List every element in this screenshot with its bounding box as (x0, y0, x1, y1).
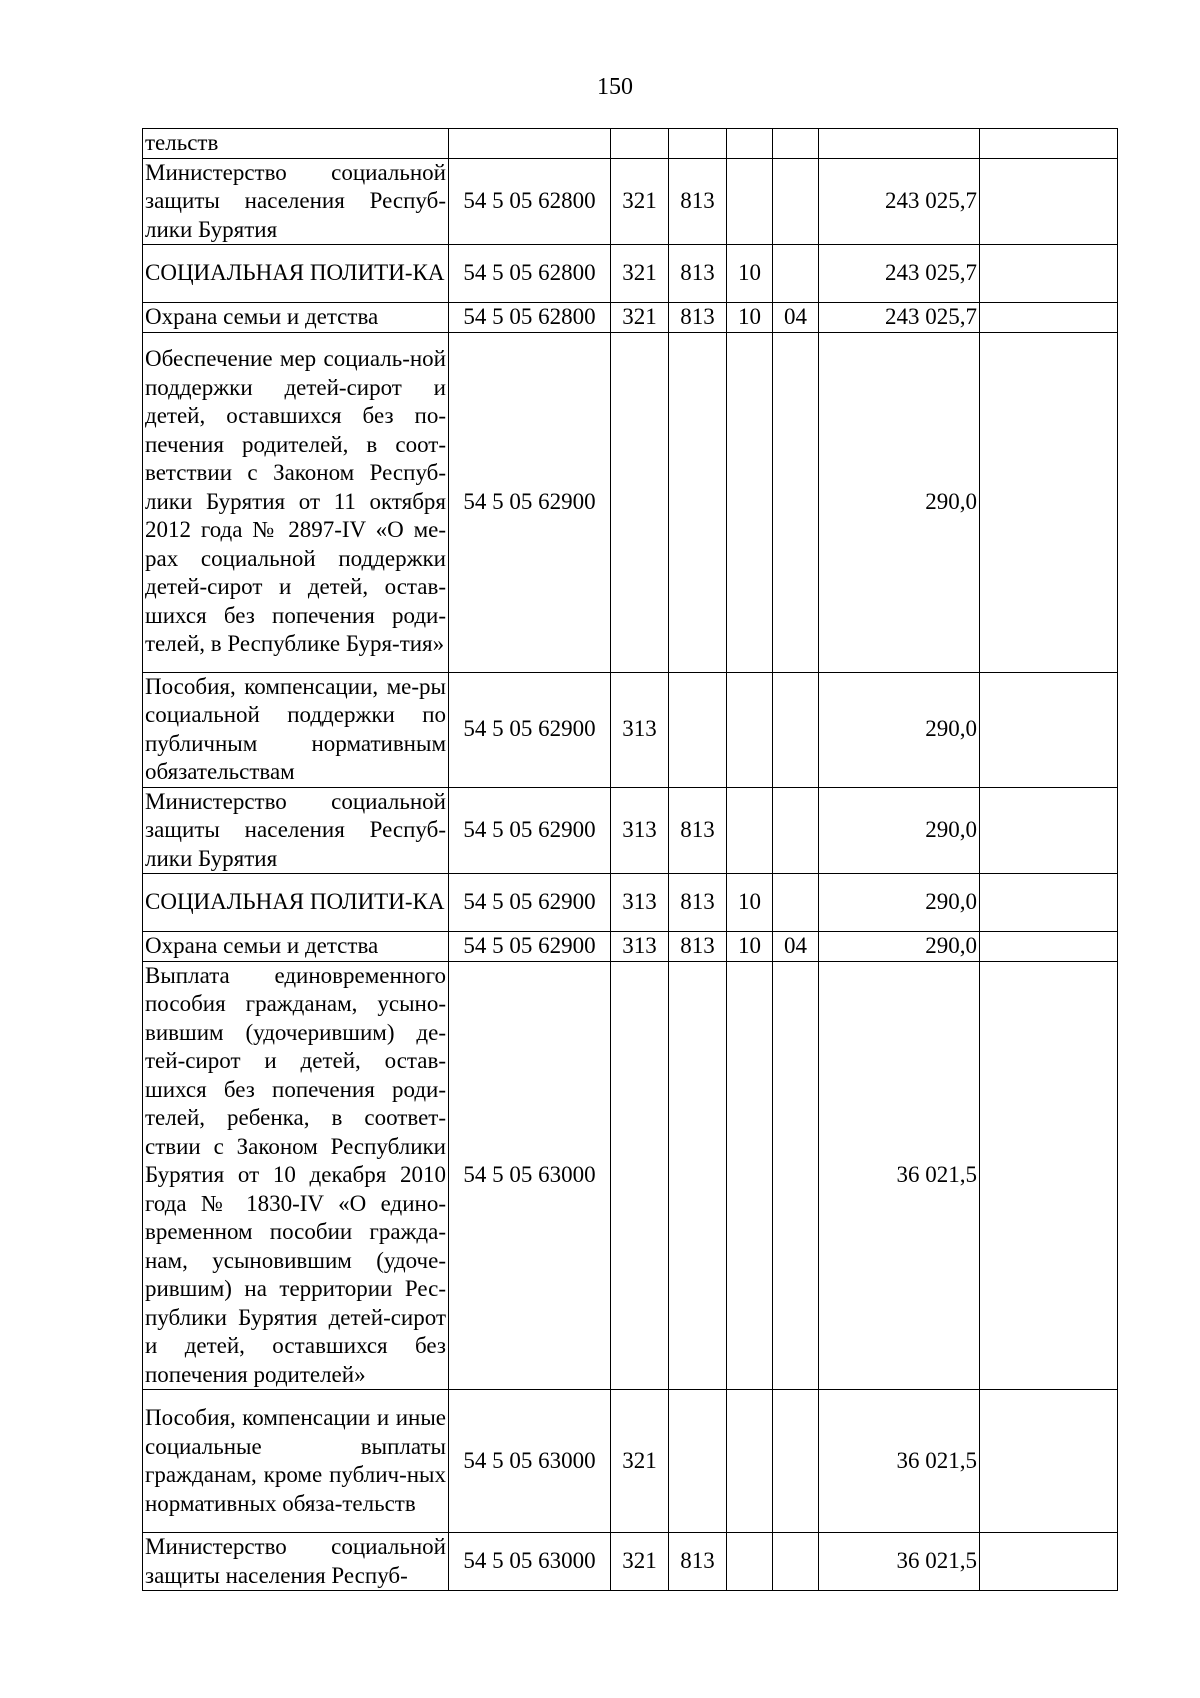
table-row (143, 245, 1118, 303)
amount-cell: 36 021,5 (819, 1533, 980, 1591)
row-name-cell: Обеспечение мер социаль-ной поддержки детей-сирот и детей, оставшихся без по-печения родителей, в соот-ветствии с Законом Респуб-лики Бурятия от 11 октября 2012 года № 2897-IV «О ме-рах социальной поддержки детей-сирот и детей, остав-шихся без попечения роди-телей, в Республике Буря-тия» (143, 332, 449, 672)
expense-type-cell: 313 (611, 787, 669, 874)
expense-type-cell (611, 961, 669, 1390)
target-code-cell: 54 5 05 63000 (449, 1390, 611, 1533)
expense-type-cell: 321 (611, 158, 669, 245)
extra-cell (980, 932, 1118, 962)
section-cell (727, 129, 773, 159)
subsection-cell (773, 158, 819, 245)
expense-type-cell: 313 (611, 672, 669, 787)
target-code-cell (449, 129, 611, 159)
subsection-cell (773, 129, 819, 159)
administrator-code-cell (669, 129, 727, 159)
table-row (143, 158, 1118, 245)
amount-cell (819, 129, 980, 159)
subsection-cell: 04 (773, 932, 819, 962)
section-cell (727, 332, 773, 672)
administrator-code-cell (669, 961, 727, 1390)
row-name-cell: СОЦИАЛЬНАЯ ПОЛИТИ-КА (143, 874, 449, 932)
section-cell (727, 961, 773, 1390)
extra-cell (980, 672, 1118, 787)
administrator-code-cell: 813 (669, 787, 727, 874)
target-code-cell: 54 5 05 62800 (449, 303, 611, 333)
table-row (143, 1390, 1118, 1533)
table-body (143, 129, 1118, 1591)
extra-cell (980, 787, 1118, 874)
amount-cell: 243 025,7 (819, 303, 980, 333)
amount-cell: 290,0 (819, 874, 980, 932)
extra-cell (980, 1390, 1118, 1533)
amount-cell: 36 021,5 (819, 961, 980, 1390)
extra-cell (980, 245, 1118, 303)
row-name-cell: Пособия, компенсации, ме-ры социальной поддержки по публичным нормативным обязательствам (143, 672, 449, 787)
extra-cell (980, 158, 1118, 245)
administrator-code-cell: 813 (669, 303, 727, 333)
target-code-cell: 54 5 05 62800 (449, 158, 611, 245)
administrator-code-cell (669, 332, 727, 672)
table-row (143, 332, 1118, 672)
row-name-cell: Охрана семьи и детства (143, 303, 449, 333)
section-cell (727, 672, 773, 787)
administrator-code-cell (669, 672, 727, 787)
table-row (143, 672, 1118, 787)
subsection-cell (773, 245, 819, 303)
expense-type-cell: 321 (611, 245, 669, 303)
expense-type-cell: 321 (611, 303, 669, 333)
section-cell (727, 1390, 773, 1533)
target-code-cell: 54 5 05 63000 (449, 961, 611, 1390)
section-cell (727, 158, 773, 245)
table-row (143, 787, 1118, 874)
amount-cell: 243 025,7 (819, 158, 980, 245)
table-row (143, 1533, 1118, 1591)
row-name-cell: Выплата единовременного пособия гражданам, усыно-вившим (удочерившим) де-тей-сирот и детей, остав-шихся без попечения роди-телей, ребенка, в соответ-ствии с Законом Республики Бурятия от 10 декабря 2010 года № 1830-IV «О едино-временном пособии гражда-нам, усыновившим (удоче-рившим) на территории Рес-публики Бурятия детей-сирот и детей, оставшихся без попечения родителей» (143, 961, 449, 1390)
target-code-cell: 54 5 05 62900 (449, 672, 611, 787)
table-row (143, 303, 1118, 333)
extra-cell (980, 874, 1118, 932)
amount-cell: 290,0 (819, 932, 980, 962)
row-name-cell: СОЦИАЛЬНАЯ ПОЛИТИ-КА (143, 245, 449, 303)
target-code-cell: 54 5 05 63000 (449, 1533, 611, 1591)
extra-cell (980, 1533, 1118, 1591)
amount-cell: 36 021,5 (819, 1390, 980, 1533)
subsection-cell (773, 787, 819, 874)
amount-cell: 290,0 (819, 672, 980, 787)
section-cell (727, 787, 773, 874)
administrator-code-cell: 813 (669, 245, 727, 303)
administrator-code-cell: 813 (669, 932, 727, 962)
row-name-cell: Министерство социальной защиты населения Респуб-лики Бурятия (143, 158, 449, 245)
row-name-cell: Министерство социальной защиты населения Респуб- (143, 1533, 449, 1591)
subsection-cell (773, 672, 819, 787)
extra-cell (980, 332, 1118, 672)
subsection-cell (773, 961, 819, 1390)
subsection-cell (773, 874, 819, 932)
subsection-cell: 04 (773, 303, 819, 333)
target-code-cell: 54 5 05 62900 (449, 332, 611, 672)
expense-type-cell: 321 (611, 1533, 669, 1591)
row-name-cell: Охрана семьи и детства (143, 932, 449, 962)
expense-type-cell: 313 (611, 874, 669, 932)
amount-cell: 243 025,7 (819, 245, 980, 303)
extra-cell (980, 961, 1118, 1390)
section-cell: 10 (727, 245, 773, 303)
page-number: 150 (597, 74, 633, 100)
target-code-cell: 54 5 05 62900 (449, 932, 611, 962)
table-row (143, 129, 1118, 159)
target-code-cell: 54 5 05 62800 (449, 245, 611, 303)
administrator-code-cell: 813 (669, 874, 727, 932)
table-row (143, 961, 1118, 1390)
section-cell (727, 1533, 773, 1591)
target-code-cell: 54 5 05 62900 (449, 874, 611, 932)
section-cell: 10 (727, 303, 773, 333)
section-cell: 10 (727, 874, 773, 932)
extra-cell (980, 129, 1118, 159)
row-name-cell: Министерство социальной защиты населения Респуб-лики Бурятия (143, 787, 449, 874)
amount-cell: 290,0 (819, 332, 980, 672)
administrator-code-cell: 813 (669, 1533, 727, 1591)
row-name-cell: тельств (143, 129, 449, 159)
amount-cell: 290,0 (819, 787, 980, 874)
table-row (143, 932, 1118, 962)
expense-type-cell (611, 129, 669, 159)
administrator-code-cell: 813 (669, 158, 727, 245)
target-code-cell: 54 5 05 62900 (449, 787, 611, 874)
subsection-cell (773, 1390, 819, 1533)
row-name-cell: Пособия, компенсации и иные социальные выплаты гражданам, кроме публич-ных нормативных обяза-тельств (143, 1390, 449, 1533)
extra-cell (980, 303, 1118, 333)
section-cell: 10 (727, 932, 773, 962)
subsection-cell (773, 332, 819, 672)
administrator-code-cell (669, 1390, 727, 1533)
expense-type-cell: 321 (611, 1390, 669, 1533)
table-row (143, 874, 1118, 932)
expense-type-cell: 313 (611, 932, 669, 962)
subsection-cell (773, 1533, 819, 1591)
budget-table (142, 128, 1118, 1591)
expense-type-cell (611, 332, 669, 672)
